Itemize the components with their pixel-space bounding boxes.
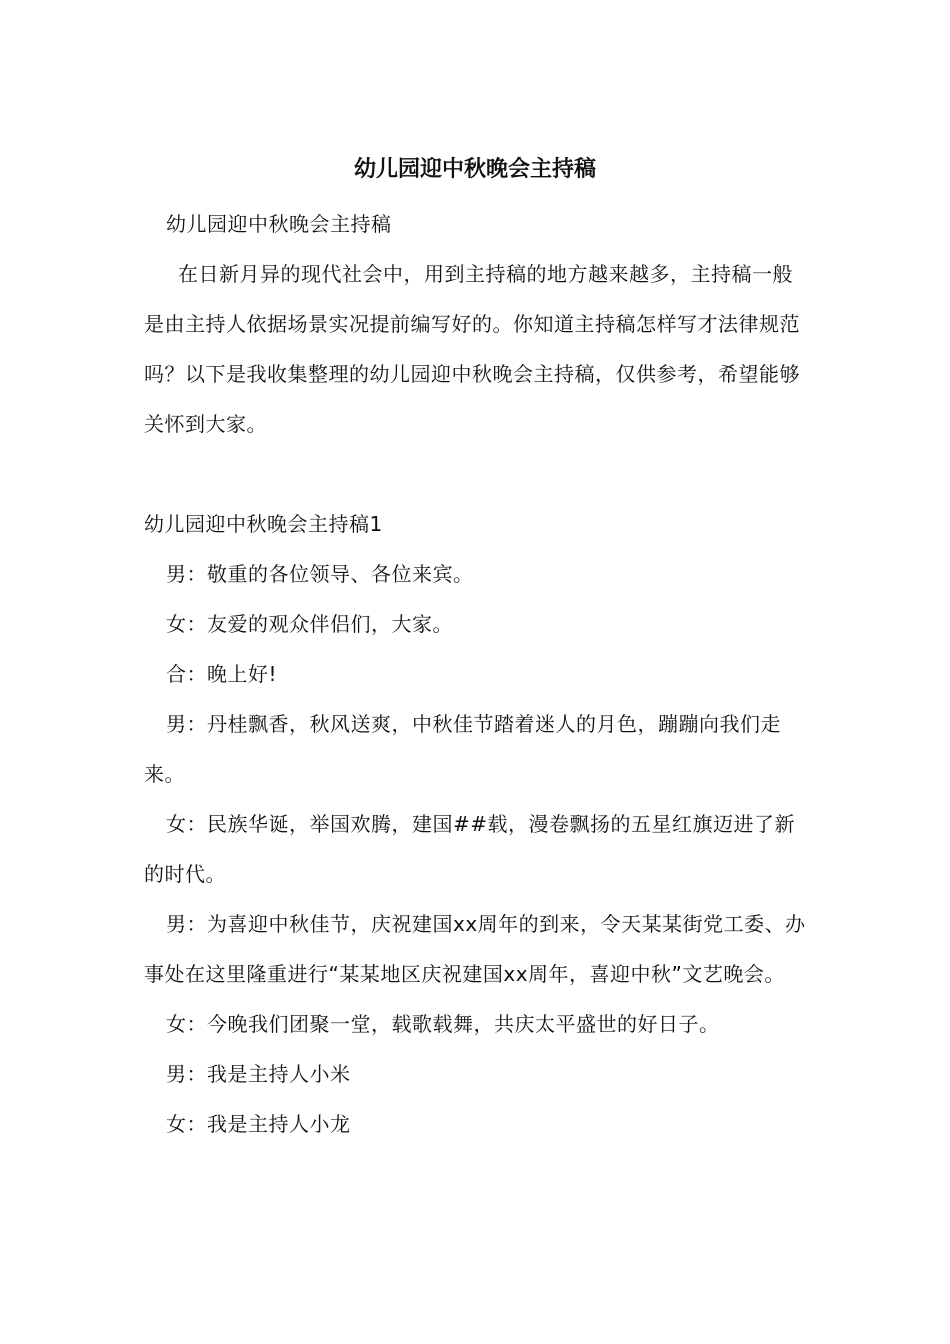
dialogue-line: 女：民族华诞，举国欢腾，建国##载，漫卷飘扬的五星红旗迈进了新的时代。 (144, 812, 796, 886)
dialogue-line: 女：友爱的观众伴侣们，大家。 (166, 612, 453, 636)
dialogue-line: 女：我是主持人小龙 (166, 1112, 351, 1136)
dialogue-line: 女：今晚我们团聚一堂，载歌载舞，共庆太平盛世的好日子。 (166, 1012, 720, 1036)
document-body (144, 199, 808, 1149)
dialogue-line: 男：敬重的各位领导、各位来宾。 (166, 562, 474, 586)
section-heading: 幼儿园迎中秋晚会主持稿1 (144, 512, 383, 536)
paragraph-gap (144, 449, 808, 499)
document-title: 幼儿园迎中秋晚会主持稿 (353, 157, 596, 182)
subtitle: 幼儿园迎中秋晚会主持稿 (166, 212, 392, 236)
dialogue-line: 合：晚上好! (166, 662, 278, 686)
dialogue-line: 男：丹桂飘香，秋风送爽，中秋佳节踏着迷人的月色，蹦蹦向我们走来。 (144, 712, 781, 786)
dialogue-line: 男：我是主持人小米 (166, 1062, 351, 1086)
dialogue-line: 男：为喜迎中秋佳节，庆祝建国xx周年的到来，令天某某街党工委、办事处在这里隆重进行“某某地区庆祝建国xx周年，喜迎中秋”文艺晚会。 (144, 912, 806, 986)
intro-paragraph: 在日新月异的现代社会中，用到主持稿的地方越来越多，主持稿一般是由主持人依据场景实况提前编写好的。你知道主持稿怎样写才法律规范吗？以下是我收集整理的幼儿园迎中秋晚会主持稿，仅供参考，希望能够关怀到大家。 (144, 262, 800, 436)
